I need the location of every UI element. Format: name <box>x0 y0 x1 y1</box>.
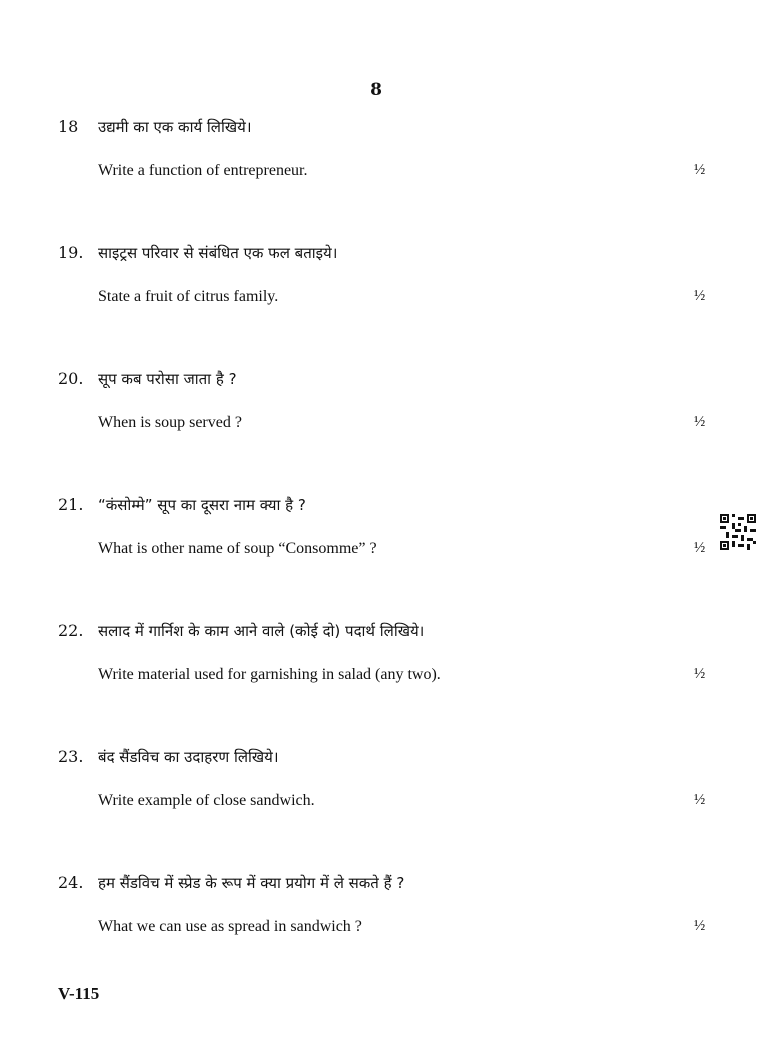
question-20 <box>0 369 768 449</box>
question-19 <box>0 243 768 323</box>
paper-code: V-115 <box>58 984 100 1003</box>
question-text-english: State a fruit of citrus family. <box>98 288 279 305</box>
question-number: 22. <box>58 621 84 640</box>
question-marks: ½ <box>694 288 706 304</box>
question-text-hindi: “कंसोम्मे” सूप का दूसरा नाम क्या है ? <box>98 496 306 514</box>
question-23 <box>0 747 768 827</box>
question-number: 18 <box>58 117 79 136</box>
question-24 <box>0 873 768 953</box>
question-text-hindi: सलाद में गार्निश के काम आने वाले (कोई दो) पदार्थ लिखिये। <box>98 622 425 640</box>
page-number: 8 <box>370 80 382 100</box>
question-text-english: Write material used for garnishing in salad (any two). <box>98 666 441 683</box>
question-marks: ½ <box>694 666 706 682</box>
question-number: 23. <box>58 747 84 766</box>
question-text-hindi: उद्यमी का एक कार्य लिखिये। <box>98 118 252 136</box>
question-text-english: Write example of close sandwich. <box>98 792 315 809</box>
qr-code-icon <box>720 514 756 550</box>
question-text-english: What is other name of soup “Consomme” ? <box>98 540 377 557</box>
question-marks: ½ <box>694 414 706 430</box>
question-number: 19. <box>58 243 84 262</box>
question-marks: ½ <box>694 792 706 808</box>
question-marks: ½ <box>694 162 706 178</box>
question-text-hindi: सूप कब परोसा जाता है ? <box>98 370 237 388</box>
question-text-hindi: साइट्रस परिवार से संबंधित एक फल बताइये। <box>98 244 338 262</box>
question-marks: ½ <box>694 540 706 556</box>
question-text-english: What we can use as spread in sandwich ? <box>98 918 362 935</box>
question-text-hindi: बंद सैंडविच का उदाहरण लिखिये। <box>98 748 279 766</box>
question-21 <box>0 495 768 575</box>
question-number: 20. <box>58 369 84 388</box>
question-text-english: Write a function of entrepreneur. <box>98 162 308 179</box>
question-number: 24. <box>58 873 84 892</box>
question-text-english: When is soup served ? <box>98 414 242 431</box>
question-18 <box>0 117 768 197</box>
question-text-hindi: हम सैंडविच में स्प्रेड के रूप में क्या प्रयोग में ले सकते हैं ? <box>98 874 405 892</box>
question-22 <box>0 621 768 701</box>
question-number: 21. <box>58 495 84 514</box>
question-marks: ½ <box>694 918 706 934</box>
